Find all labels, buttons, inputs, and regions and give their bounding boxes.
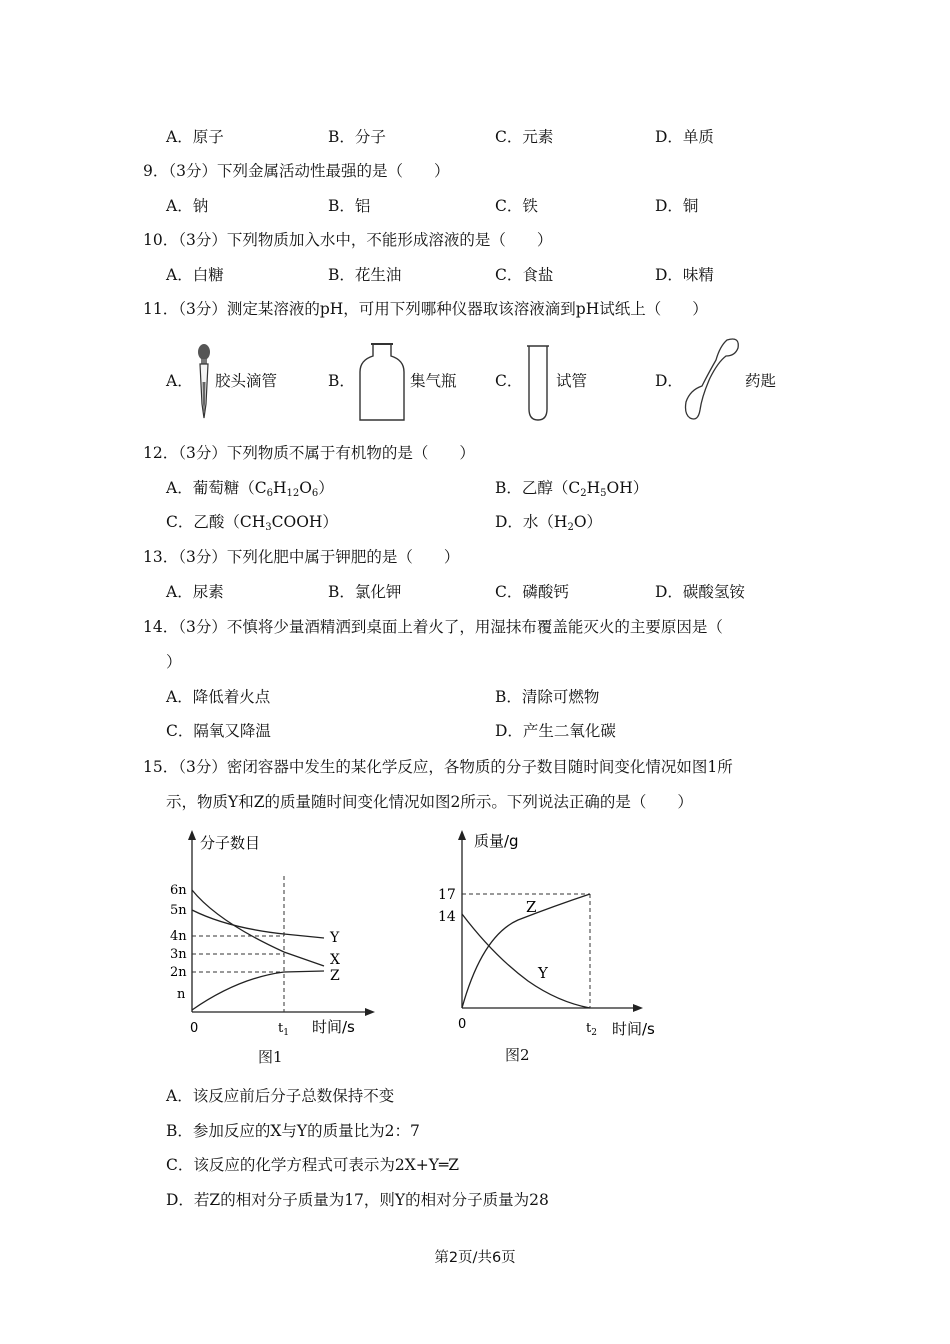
fig1-origin: 0	[190, 1021, 199, 1036]
fig1-ytick-n: n	[177, 987, 186, 1002]
q14-option-d: D．产生二氧化碳	[495, 722, 616, 740]
fig1-xtick-t1: $t_1$	[278, 1021, 289, 1038]
q15-option-b: B．参加反应的X与Y的质量比为2：7	[166, 1122, 420, 1140]
q8-option-d: D．单质	[655, 128, 714, 146]
fig1-ytick-4n: 4n	[170, 929, 187, 944]
q14-option-a: A．降低着火点	[166, 688, 271, 706]
figure-2-chart	[428, 826, 668, 1046]
q12-option-a: A．葡萄糖$(C_6H_{12}O_6)$	[166, 479, 334, 499]
q12-option-d: D．水$(H_2O)$	[495, 513, 603, 533]
q13-stem: 13．（3分）下列化肥中属于钾肥的是（ ）	[143, 548, 460, 566]
fig1-label-Z: Z	[330, 968, 340, 984]
q8-option-b: B．分子	[328, 128, 386, 146]
fig1-series-Y	[192, 910, 324, 938]
fig2-ytick-17: 17	[438, 887, 456, 903]
fig1-series-X	[192, 890, 324, 966]
q11-option-c-letter: C．	[495, 372, 523, 390]
fig1-y-label: 分子数目	[200, 834, 261, 852]
q15-option-a: A．该反应前后分子总数保持不变	[166, 1087, 395, 1105]
figure-2-caption: 图2	[505, 1046, 530, 1064]
q10-option-c: C．食盐	[495, 266, 554, 284]
q15-stem-cont: 示，物质Y和Z的质量随时间变化情况如图2所示。下列说法正确的是（ ）	[166, 793, 693, 811]
q10-option-d: D．味精	[655, 266, 714, 284]
fig1-label-Y: Y	[330, 930, 340, 946]
q11-stem: 11．（3分）测定某溶液的pH，可用下列哪种仪器取该溶液滴到pH试纸上（ ）	[143, 300, 708, 318]
fig2-label-Z: Z	[526, 898, 537, 916]
fig1-x-arrow-icon	[365, 1008, 375, 1016]
q8-option-c: C．元素	[495, 128, 554, 146]
q14-stem: 14．（3分）不慎将少量酒精洒到桌面上着火了，用湿抹布覆盖能灭火的主要原因是（	[143, 618, 723, 636]
q14-stem-cont: ）	[166, 653, 182, 671]
q13-option-a: A．尿素	[166, 583, 224, 601]
q10-option-a: A．白糖	[166, 266, 224, 284]
q15-option-d: D．若Z的相对分子质量为17，则Y的相对分子质量为28	[166, 1191, 549, 1209]
fig2-xtick-t2: $t_2$	[586, 1021, 597, 1038]
fig1-ytick-5n: 5n	[170, 903, 187, 918]
q10-option-b: B．花生油	[328, 266, 402, 284]
q9-option-c: C．铁	[495, 197, 538, 215]
q11-option-b-letter: B．	[328, 372, 355, 390]
fig2-x-arrow-icon	[633, 1004, 643, 1012]
q12-stem: 12．（3分）下列物质不属于有机物的是（ ）	[143, 444, 475, 462]
fig1-ytick-6n: 6n	[170, 883, 187, 898]
q13-option-c: C．磷酸钙	[495, 583, 569, 601]
gas-bottle-icon	[356, 340, 408, 424]
fig2-y-arrow-icon	[458, 830, 466, 840]
figure-1-chart	[168, 826, 388, 1046]
q8-option-a: A．原子	[166, 128, 224, 146]
spatula-icon	[682, 334, 744, 424]
dropper-icon	[194, 342, 214, 422]
figure-1-caption: 图1	[258, 1048, 283, 1066]
fig2-x-label: 时间/s	[612, 1020, 655, 1038]
q11-option-d-letter: D．	[655, 372, 683, 390]
q9-option-a: A．钠	[166, 197, 209, 215]
q10-stem: 10．（3分）下列物质加入水中，不能形成溶液的是（ ）	[143, 231, 553, 249]
fig2-ytick-14: 14	[438, 909, 456, 925]
fig2-series-Y	[462, 914, 590, 1008]
q15-stem: 15．（3分）密闭容器中发生的某化学反应，各物质的分子数目随时间变化情况如图1所	[143, 758, 733, 776]
fig1-ytick-2n: 2n	[170, 965, 187, 980]
fig1-ytick-3n: 3n	[170, 947, 187, 962]
q13-option-d: D．碳酸氢铵	[655, 583, 745, 601]
q11-option-a-letter: A．	[166, 372, 193, 390]
fig1-x-label: 时间/s	[312, 1018, 355, 1036]
q11-option-c-name: 试管	[556, 372, 588, 390]
q11-option-d-name: 药匙	[745, 372, 777, 390]
fig1-series-Z	[192, 971, 324, 1010]
test-tube-icon	[524, 343, 552, 423]
fig2-origin: 0	[458, 1017, 467, 1032]
q11-option-b-name: 集气瓶	[410, 372, 457, 390]
fig1-label-X: X	[330, 952, 340, 968]
q9-stem: 9．（3分）下列金属活动性最强的是（ ）	[143, 162, 450, 180]
fig1-y-arrow-icon	[188, 830, 196, 840]
q11-option-a-name: 胶头滴管	[215, 372, 278, 390]
q14-option-b: B．清除可燃物	[495, 688, 600, 706]
q12-option-c: C．乙酸$(CH_3COOH)$	[166, 513, 338, 533]
fig2-label-Y: Y	[538, 964, 548, 982]
q14-option-c: C．隔氧又降温	[166, 722, 271, 740]
q9-option-b: B．铝	[328, 197, 371, 215]
q9-option-d: D．铜	[655, 197, 699, 215]
q12-option-b: B．乙醇$(C_2H_5OH)$	[495, 479, 649, 499]
q13-option-b: B．氯化钾	[328, 583, 402, 601]
fig2-y-label: 质量/g	[474, 832, 519, 850]
page-footer: 第2页/共6页	[434, 1250, 516, 1266]
q15-option-c: C．该反应的化学方程式可表示为2X+Y═Z	[166, 1156, 460, 1174]
